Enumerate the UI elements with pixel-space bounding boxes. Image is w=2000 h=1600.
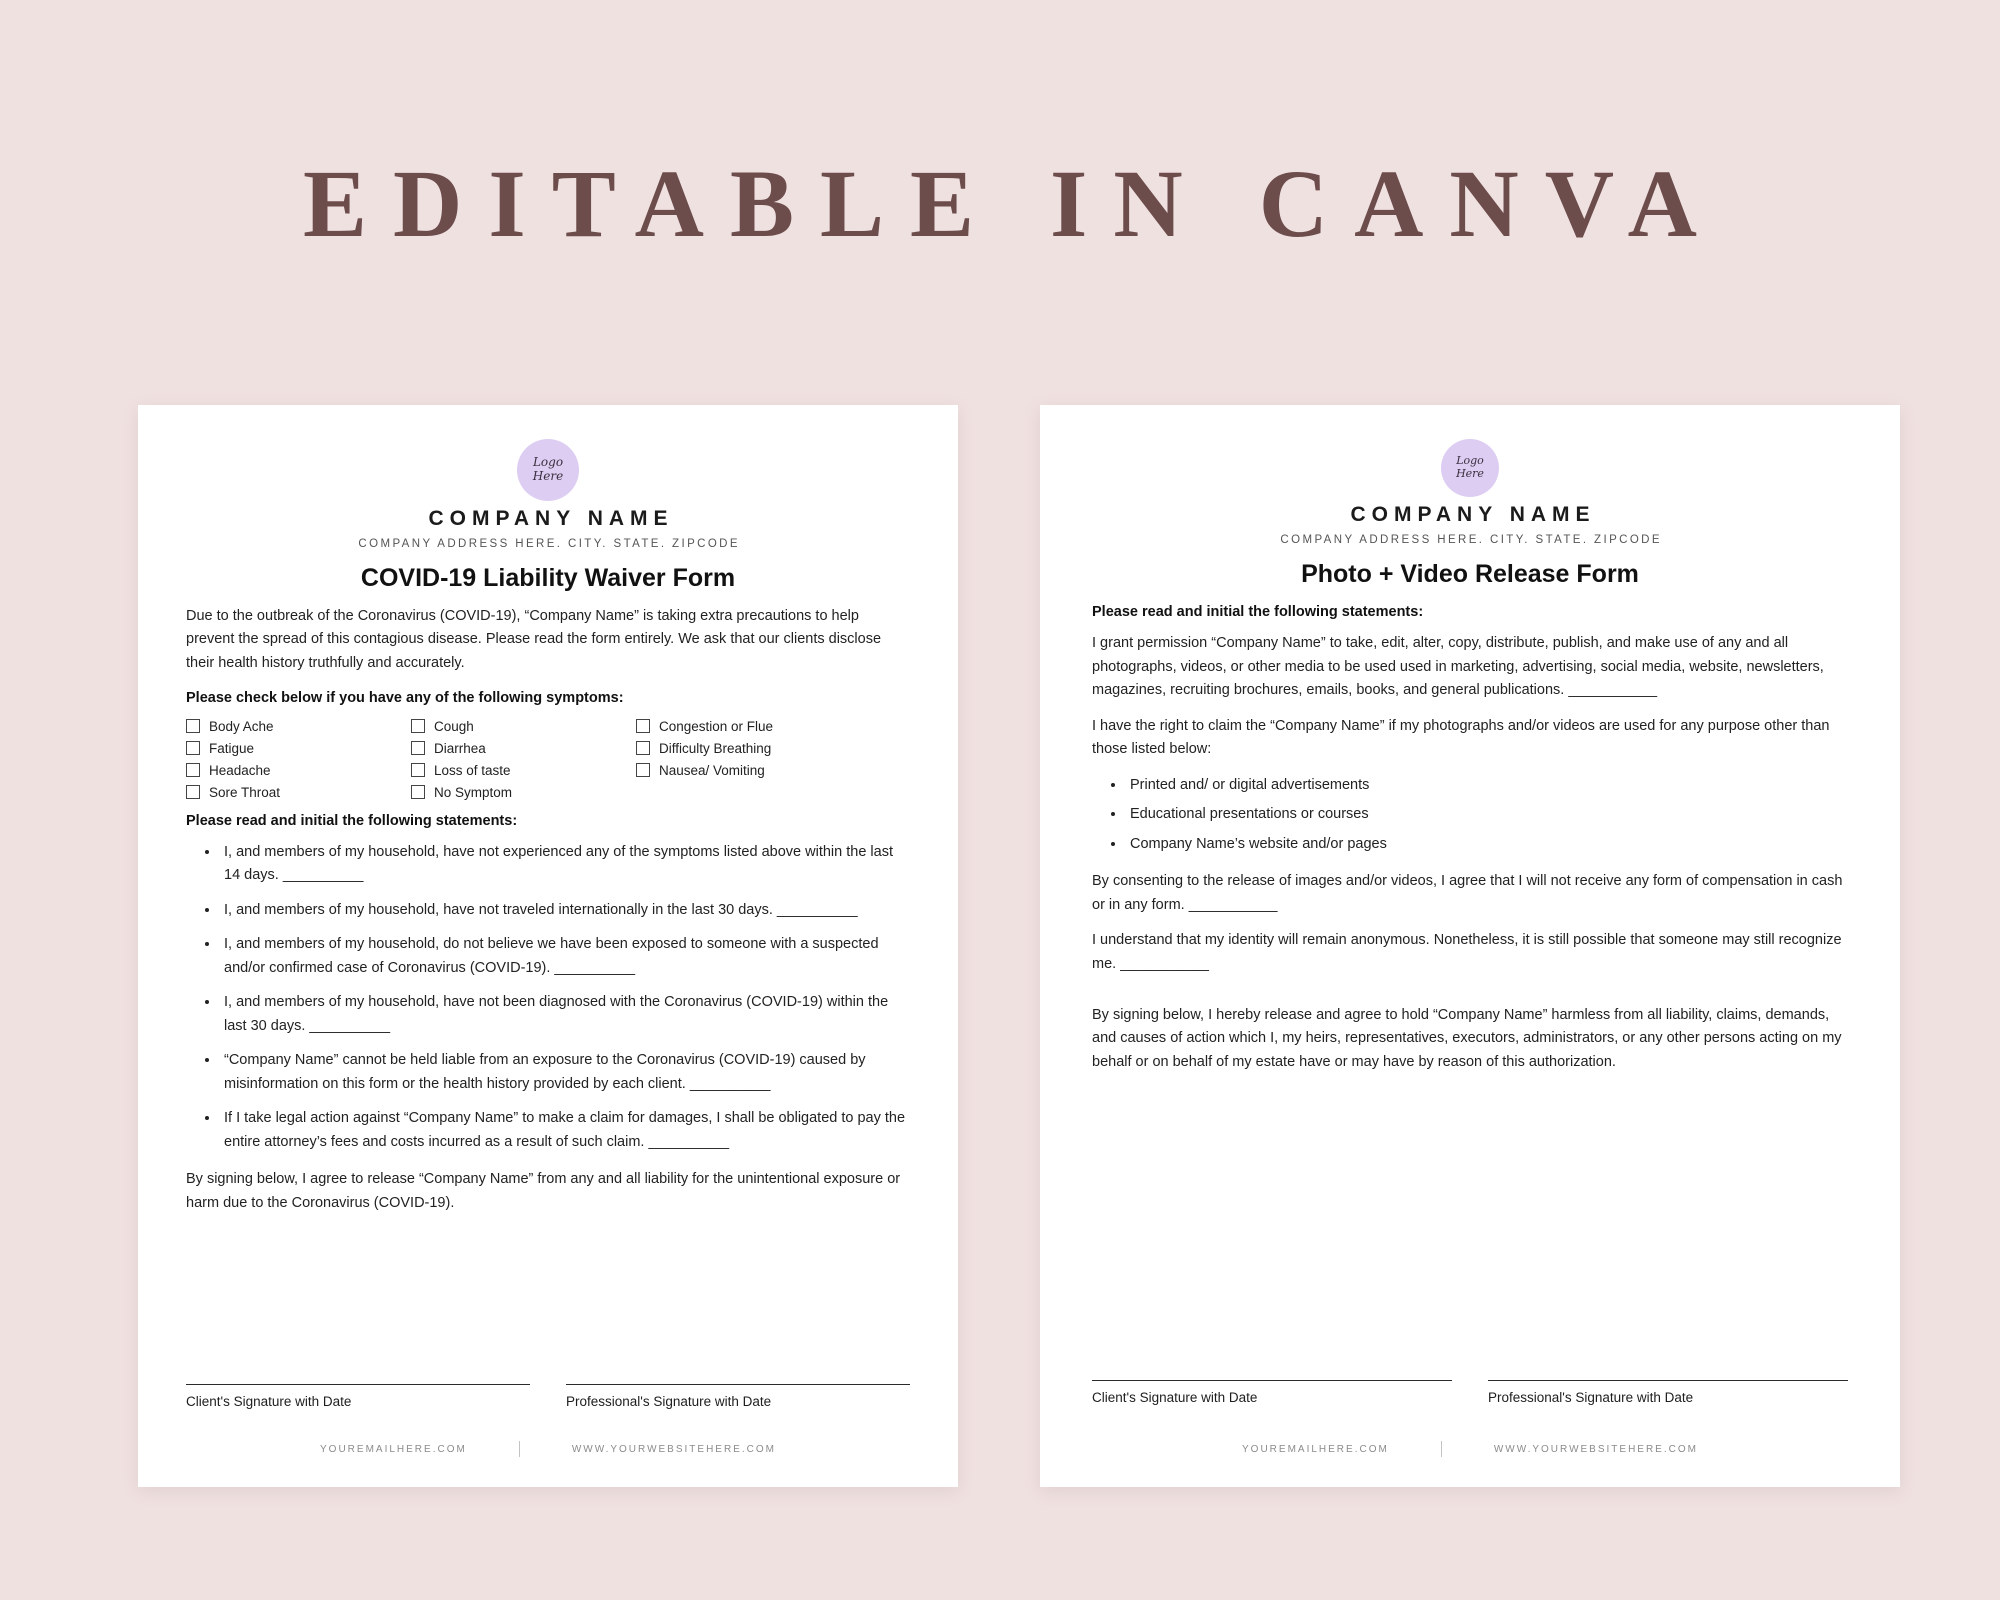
checkbox-icon[interactable] bbox=[411, 785, 425, 799]
closing-paragraph: By signing below, I agree to release “Company Name” from any and all liability for the unintentional exposure or harm due to the Coronavirus (COVID-19). bbox=[186, 1171, 901, 1211]
logo-container bbox=[1092, 439, 1848, 497]
footer-divider bbox=[519, 1441, 520, 1457]
symptom-option[interactable] bbox=[636, 741, 910, 756]
list-item: • Educational presentations or courses bbox=[1126, 803, 1848, 826]
photo-video-release-document bbox=[1040, 405, 1900, 1487]
client-signature-block[interactable] bbox=[186, 1384, 530, 1409]
list-item: • If I take legal action against “Company Name” to make a claim for damages, I shall be obligated to pay the entire attorney’s fees and costs incurred as a result of such claim. __________ bbox=[220, 1107, 910, 1154]
logo-placeholder-icon bbox=[517, 439, 579, 501]
footer-website: WWW.YOURWEBSITEHERE.COM bbox=[571, 1443, 776, 1455]
logo-container bbox=[186, 439, 910, 501]
compensation-paragraph: By consenting to the release of images and/or videos, I agree that I will not receive any form of compensation in cash or in any form. ___________ bbox=[1092, 873, 1843, 913]
symptom-option[interactable] bbox=[411, 785, 636, 800]
company-address: COMPANY ADDRESS HERE. CITY. STATE. ZIPCODE bbox=[1280, 534, 1662, 546]
symptom-option[interactable] bbox=[411, 719, 636, 734]
checkbox-icon[interactable] bbox=[186, 785, 200, 799]
symptom-label: Cough bbox=[434, 718, 474, 734]
list-item: • I, and members of my household, have not experienced any of the symptoms listed above within the last 14 days. __________ bbox=[220, 841, 910, 888]
professional-signature-label: Professional's Signature with Date bbox=[566, 1394, 772, 1409]
page-banner-title: EDITABLE IN CANVA bbox=[303, 150, 1723, 257]
symptom-label: Sore Throat bbox=[209, 784, 281, 800]
checkbox-icon[interactable] bbox=[411, 763, 425, 777]
professional-signature-label: Professional's Signature with Date bbox=[1488, 1390, 1694, 1405]
document-footer bbox=[1092, 1441, 1848, 1457]
symptom-option[interactable] bbox=[636, 719, 910, 734]
symptom-label: No Symptom bbox=[434, 784, 513, 800]
signature-line bbox=[1092, 1380, 1452, 1381]
initial-statements-heading: Please read and initial the following statements: bbox=[1092, 604, 1424, 620]
release-paragraph: By signing below, I hereby release and agree to hold “Company Name” harmless from all liability, claims, demands, and causes of action which I, my heirs, representatives, executors, administrators, or any other persons acting on my behalf or on behalf of my estate have or may have by reason of this authorization. bbox=[1092, 1007, 1842, 1070]
statements-list bbox=[186, 841, 910, 1154]
company-name: COMPANY NAME bbox=[428, 507, 674, 530]
symptom-option[interactable] bbox=[186, 785, 411, 800]
symptom-option[interactable] bbox=[186, 741, 411, 756]
symptom-option[interactable] bbox=[411, 741, 636, 756]
signature-row bbox=[186, 1384, 910, 1409]
symptom-label: Loss of taste bbox=[434, 762, 511, 778]
list-item: • I, and members of my household, have not traveled internationally in the last 30 days. __________ bbox=[220, 899, 910, 922]
list-item: • Company Name’s website and/or pages bbox=[1126, 833, 1848, 856]
professional-signature-block[interactable] bbox=[566, 1384, 910, 1409]
signature-line bbox=[186, 1384, 530, 1385]
covid-waiver-document bbox=[138, 405, 958, 1487]
checkbox-icon[interactable] bbox=[636, 719, 650, 733]
symptom-option[interactable] bbox=[636, 763, 910, 778]
symptom-option[interactable] bbox=[186, 719, 411, 734]
professional-signature-block[interactable] bbox=[1488, 1380, 1848, 1405]
page-title: Photo + Video Release Form bbox=[1301, 560, 1639, 588]
symptom-label: Diarrhea bbox=[434, 740, 486, 756]
symptom-option[interactable] bbox=[186, 763, 411, 778]
list-item: • Printed and/ or digital advertisements bbox=[1126, 774, 1848, 797]
checkbox-icon[interactable] bbox=[186, 741, 200, 755]
signature-row bbox=[1092, 1380, 1848, 1405]
grant-permission-paragraph: I grant permission “Company Name” to take, edit, alter, copy, distribute, publish, and make use of any and all photographs, videos, or other media to be used used in marketing, advertising, social media, website, newsletters, magazines, recruiting brochures, emails, books, and general publications. ___________ bbox=[1092, 635, 1824, 699]
page-title: COVID-19 Liability Waiver Form bbox=[360, 564, 736, 592]
company-address: COMPANY ADDRESS HERE. CITY. STATE. ZIPCODE bbox=[358, 538, 740, 550]
symptom-option-empty bbox=[636, 785, 910, 800]
symptom-label: Fatigue bbox=[209, 740, 255, 756]
symptom-label: Headache bbox=[209, 762, 271, 778]
symptom-option[interactable] bbox=[411, 763, 636, 778]
client-signature-label: Client's Signature with Date bbox=[1092, 1390, 1258, 1405]
footer-website: WWW.YOURWEBSITEHERE.COM bbox=[1493, 1443, 1698, 1455]
client-signature-block[interactable] bbox=[1092, 1380, 1452, 1405]
signature-line bbox=[1488, 1380, 1848, 1381]
footer-email: YOUREMAILHERE.COM bbox=[1242, 1443, 1389, 1455]
logo-line-2: Here bbox=[1456, 467, 1484, 480]
intro-paragraph: Due to the outbreak of the Coronavirus (COVID-19), “Company Name” is taking extra precautions to help prevent the spread of this contagious disease. Please read the form entirely. We ask that our clients disclose their health history truthfully and accurately. bbox=[186, 608, 882, 671]
list-item: • I, and members of my household, have not been diagnosed with the Coronavirus (COVID-19) within the last 30 days. __________ bbox=[220, 991, 910, 1038]
symptom-label: Congestion or Flue bbox=[659, 718, 774, 734]
logo-line-1: Logo bbox=[532, 455, 564, 470]
logo-placeholder-icon bbox=[1441, 439, 1499, 497]
checkbox-icon[interactable] bbox=[186, 763, 200, 777]
symptom-checkbox-grid bbox=[186, 719, 910, 800]
checkbox-icon[interactable] bbox=[411, 741, 425, 755]
footer-divider bbox=[1441, 1441, 1442, 1457]
anonymity-paragraph: I understand that my identity will remain anonymous. Nonetheless, it is still possible that someone may still recognize me. ___________ bbox=[1092, 932, 1842, 972]
checkbox-icon[interactable] bbox=[636, 763, 650, 777]
initial-statements-heading: Please read and initial the following statements: bbox=[186, 812, 518, 829]
usage-list bbox=[1092, 774, 1848, 856]
logo-line-2: Here bbox=[532, 469, 564, 483]
document-footer bbox=[186, 1441, 910, 1457]
symptom-label: Body Ache bbox=[209, 718, 274, 734]
symptom-label: Difficulty Breathing bbox=[659, 740, 772, 756]
checkbox-icon[interactable] bbox=[636, 741, 650, 755]
company-name: COMPANY NAME bbox=[1350, 503, 1596, 526]
footer-email: YOUREMAILHERE.COM bbox=[320, 1443, 467, 1455]
checkbox-icon[interactable] bbox=[186, 719, 200, 733]
signature-line bbox=[566, 1384, 910, 1385]
list-item: • “Company Name” cannot be held liable from an exposure to the Coronavirus (COVID-19) caused by misinformation on this form or the health history provided by each client. __________ bbox=[220, 1049, 910, 1096]
logo-line-1: Logo bbox=[1456, 454, 1484, 468]
checkbox-icon[interactable] bbox=[411, 719, 425, 733]
symptom-label: Nausea/ Vomiting bbox=[659, 762, 765, 778]
right-to-claim-paragraph: I have the right to claim the “Company Name” if my photographs and/or videos are used for any purpose other than those listed below: bbox=[1092, 717, 1830, 758]
list-item: • I, and members of my household, do not believe we have been exposed to someone with a suspected and/or confirmed case of Coronavirus (COVID-19). __________ bbox=[220, 933, 910, 980]
client-signature-label: Client's Signature with Date bbox=[186, 1394, 352, 1409]
symptoms-heading: Please check below if you have any of the following symptoms: bbox=[186, 690, 624, 707]
